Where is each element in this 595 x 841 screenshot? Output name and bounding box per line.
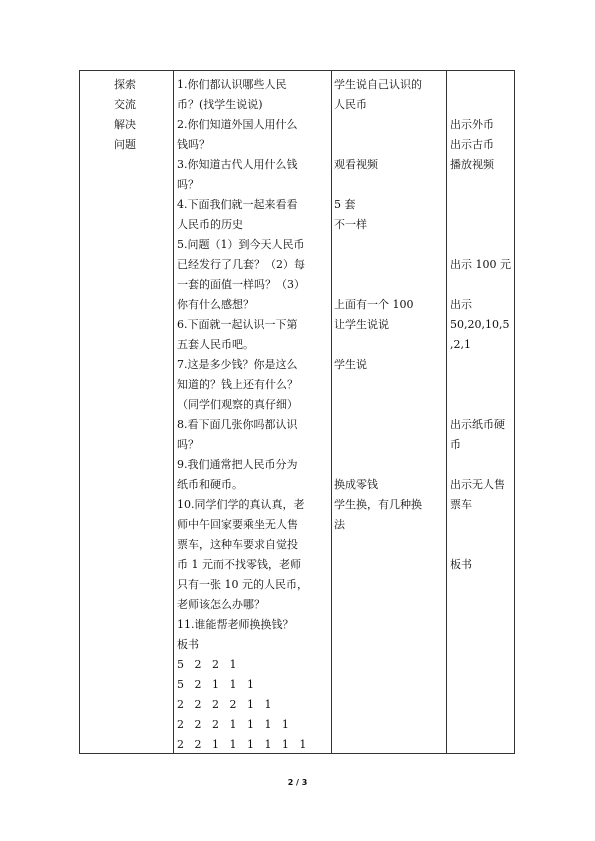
teacher-activity-line: 只有一张 10 元的人民币， bbox=[177, 578, 308, 591]
student-activity-column bbox=[334, 75, 440, 535]
teacher-activity-line: 已经发行了几套？（2）每 bbox=[177, 258, 305, 271]
media-note-line bbox=[450, 95, 514, 115]
student-activity-line: 让学生说说 bbox=[334, 318, 389, 331]
media-note-line: 出示无人售 bbox=[450, 478, 505, 491]
teacher-activity-line: 人民币的历史 bbox=[177, 218, 243, 231]
teacher-activity-line: 2 2 2 1 1 1 1 bbox=[177, 718, 289, 731]
student-activity-line bbox=[334, 235, 440, 255]
student-activity-line bbox=[334, 175, 440, 195]
teacher-activity-line: 师中午回家要乘坐无人售 bbox=[177, 518, 298, 531]
student-activity-line bbox=[334, 335, 440, 355]
teacher-activity-line: 板书 bbox=[177, 638, 199, 651]
media-note-line: 出示纸币硬 bbox=[450, 418, 505, 431]
media-note-line: 播放视频 bbox=[450, 158, 494, 171]
student-activity-line bbox=[334, 435, 440, 455]
teacher-activity-line: 吗？ bbox=[177, 438, 199, 451]
student-activity-line: 人民币 bbox=[334, 98, 367, 111]
student-activity-line: 学生换，有几种换 bbox=[334, 498, 422, 511]
teacher-activity-line: （同学们观察的真仔细） bbox=[177, 398, 298, 411]
media-note-line: 出示 100 元 bbox=[450, 258, 511, 271]
media-note-line bbox=[450, 395, 514, 415]
student-activity-line: 不一样 bbox=[334, 218, 367, 231]
teacher-activity-line: 9.我们通常把人民币分为 bbox=[177, 458, 298, 471]
media-note-line: 板书 bbox=[450, 558, 472, 571]
student-activity-line bbox=[334, 135, 440, 155]
student-activity-line bbox=[334, 255, 440, 275]
media-note-line bbox=[450, 375, 514, 395]
section-label-line: 探索 bbox=[114, 78, 136, 91]
student-activity-line bbox=[334, 395, 440, 415]
teacher-activity-line: 一套的面值一样吗？（3） bbox=[177, 278, 305, 291]
media-note-line: 票车 bbox=[450, 498, 472, 511]
student-activity-line: 学生说 bbox=[334, 358, 367, 371]
media-note-line bbox=[450, 195, 514, 215]
teacher-activity-line: 5 2 1 1 1 bbox=[177, 678, 254, 691]
media-note-line bbox=[450, 455, 514, 475]
media-notes-column bbox=[450, 75, 514, 575]
teacher-activity-line: 钱吗？ bbox=[177, 138, 210, 151]
media-note-line bbox=[450, 215, 514, 235]
teacher-activity-line: 2 2 1 1 1 1 1 1 bbox=[177, 738, 307, 751]
media-note-line bbox=[450, 75, 514, 95]
section-label-line: 交流 bbox=[114, 98, 136, 111]
teacher-activity-line: 纸币和硬币。 bbox=[177, 478, 243, 491]
student-activity-line: 换成零钱 bbox=[334, 478, 378, 491]
column-divider bbox=[446, 71, 447, 753]
media-note-line bbox=[450, 275, 514, 295]
teacher-activity-line: 1.你们都认识哪些人民 bbox=[177, 78, 287, 91]
column-divider bbox=[173, 71, 174, 753]
section-label-line: 问题 bbox=[114, 138, 136, 151]
teacher-activity-line: 10.同学们学的真认真，老 bbox=[177, 498, 305, 511]
teacher-activity-column bbox=[177, 75, 325, 755]
section-label-line: 解决 bbox=[114, 118, 136, 131]
column-divider bbox=[331, 71, 332, 753]
media-note-line: 出示外币 bbox=[450, 118, 494, 131]
teacher-activity-line: 2.你们知道外国人用什么 bbox=[177, 118, 298, 131]
teacher-activity-line: 知道的？钱上还有什么？ bbox=[177, 378, 298, 391]
teacher-activity-line: 老师该怎么办哪？ bbox=[177, 598, 265, 611]
teacher-activity-line: 8.看下面几张你吗都认识 bbox=[177, 418, 298, 431]
student-activity-line bbox=[334, 415, 440, 435]
student-activity-line: 学生说自己认识的 bbox=[334, 78, 422, 91]
teacher-activity-line: 吗？ bbox=[177, 178, 199, 191]
teacher-activity-line: 五套人民币吧。 bbox=[177, 338, 254, 351]
page-number: 2 / 3 bbox=[287, 778, 308, 787]
teacher-activity-line: 你有什么感想？ bbox=[177, 298, 254, 311]
media-note-line: 出示 bbox=[450, 298, 472, 311]
teacher-activity-line: 7.这是多少钱？你是这么 bbox=[177, 358, 298, 371]
student-activity-line: 观看视频 bbox=[334, 158, 378, 171]
teacher-activity-line: 2 2 2 2 1 1 bbox=[177, 698, 272, 711]
media-note-line: ,2,1 bbox=[450, 338, 471, 351]
media-note-line: 币 bbox=[450, 438, 461, 451]
student-activity-line: 上面有一个 100 bbox=[334, 298, 414, 311]
teacher-activity-line: 币？(找学生说说) bbox=[177, 98, 263, 111]
student-activity-line bbox=[334, 455, 440, 475]
teacher-activity-line: 5.问题（1）到今天人民币 bbox=[177, 238, 305, 251]
teacher-activity-line: 11.谁能帮老师换换钱？ bbox=[177, 618, 294, 631]
student-activity-line bbox=[334, 275, 440, 295]
teacher-activity-line: 3.你知道古代人用什么钱 bbox=[177, 158, 298, 171]
teacher-activity-line: 票车，这种车要求自觉投 bbox=[177, 538, 298, 551]
media-note-line bbox=[450, 535, 514, 555]
lesson-plan-table bbox=[79, 70, 515, 754]
student-activity-line: 法 bbox=[334, 518, 345, 531]
media-note-line bbox=[450, 175, 514, 195]
section-label-column bbox=[82, 75, 168, 155]
media-note-line: 50,20,10,5 bbox=[450, 318, 510, 331]
student-activity-line: 5 套 bbox=[334, 198, 356, 211]
media-note-line: 出示古币 bbox=[450, 138, 494, 151]
teacher-activity-line: 4.下面我们就一起来看看 bbox=[177, 198, 298, 211]
media-note-line bbox=[450, 515, 514, 535]
teacher-activity-line: 币 1 元而不找零钱，老师 bbox=[177, 558, 301, 571]
media-note-line bbox=[450, 355, 514, 375]
teacher-activity-line: 5 2 2 1 bbox=[177, 658, 237, 671]
student-activity-line bbox=[334, 375, 440, 395]
student-activity-line bbox=[334, 115, 440, 135]
teacher-activity-line: 6.下面就一起认识一下第 bbox=[177, 318, 298, 331]
media-note-line bbox=[450, 235, 514, 255]
